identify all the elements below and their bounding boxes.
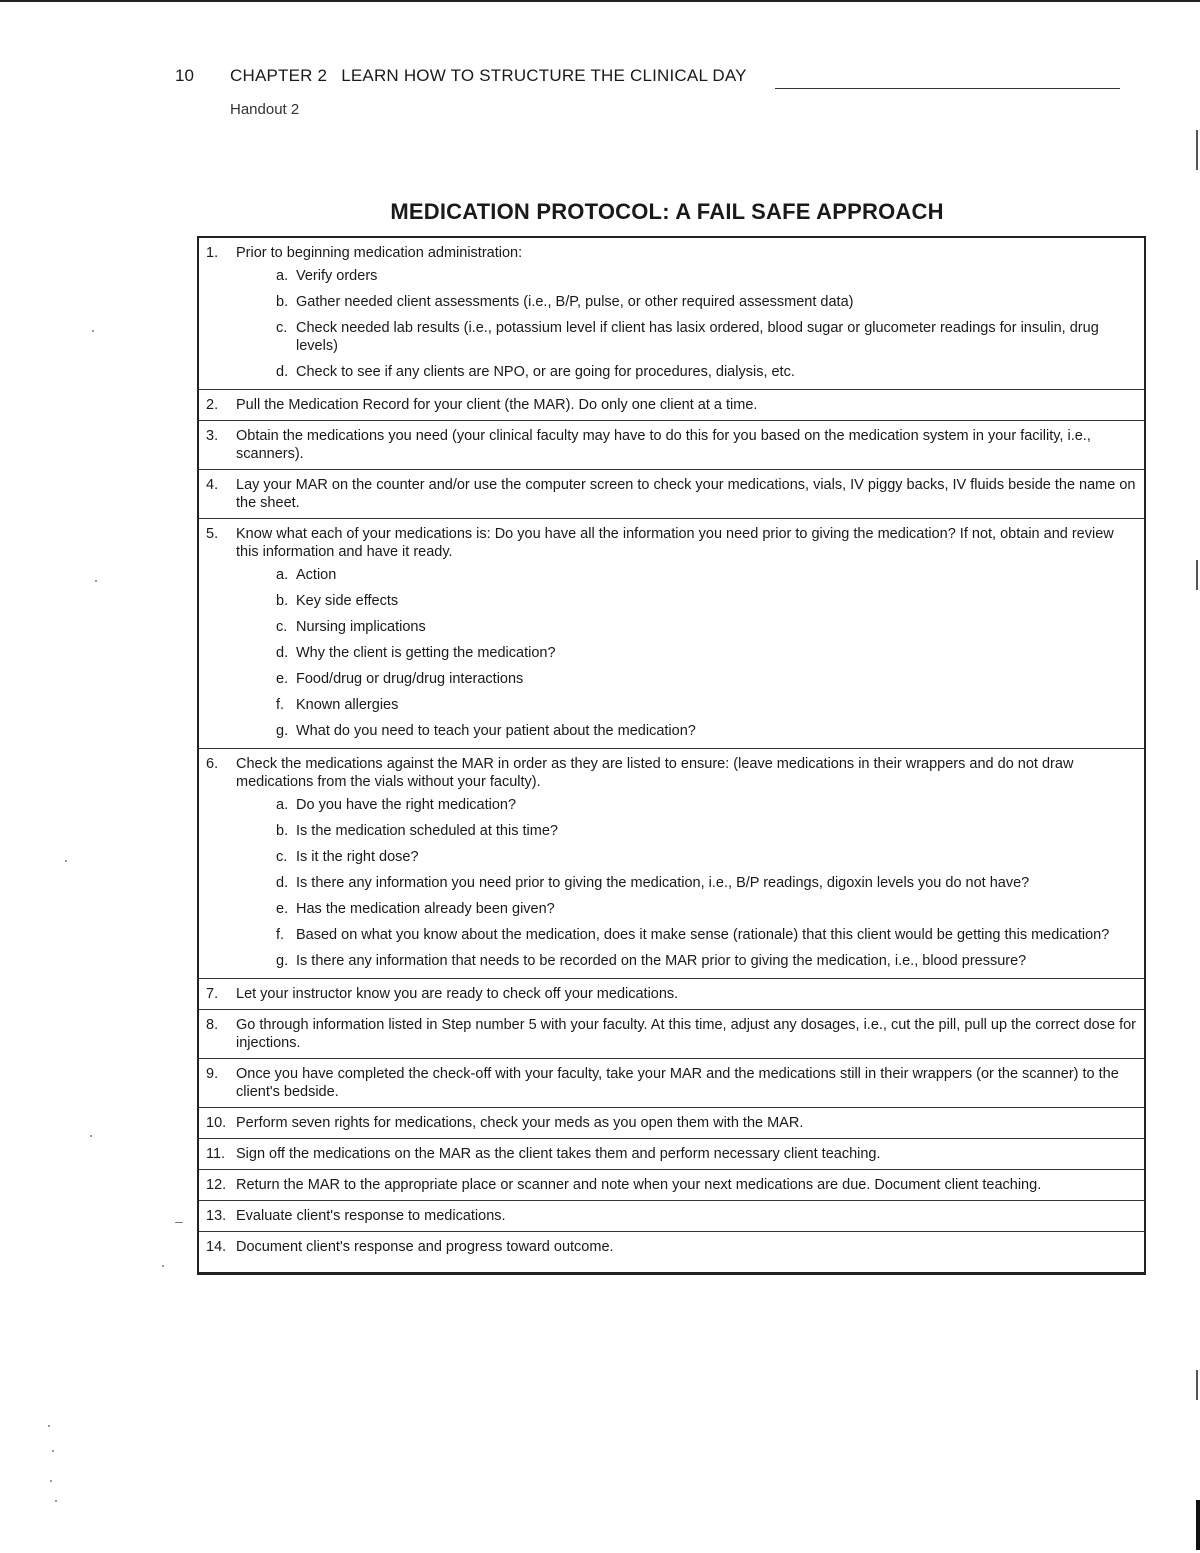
sub-item <box>276 822 1136 840</box>
protocol-table <box>197 236 1146 1275</box>
sub-item-text: Nursing implications <box>296 619 426 635</box>
step-number: 11. <box>206 1146 226 1162</box>
protocol-step <box>199 1059 1144 1108</box>
protocol-step <box>199 1010 1144 1059</box>
sub-item-text: Food/drug or drug/drug interactions <box>296 671 524 687</box>
step-text: Evaluate client's response to medications. <box>236 1208 506 1224</box>
step-number: 6. <box>206 756 219 772</box>
sub-item-letter: c. <box>276 619 288 635</box>
step-line <box>206 396 1136 414</box>
step-text: Let your instructor know you are ready to check off your medications. <box>236 986 679 1002</box>
sub-item-list <box>236 796 1136 970</box>
sub-item-text: What do you need to teach your patient about the medication? <box>296 723 696 739</box>
step-line <box>206 1114 1136 1132</box>
sub-item <box>276 848 1136 866</box>
sub-item <box>276 670 1136 688</box>
step-line <box>206 1065 1136 1101</box>
step-text: Obtain the medications you need (your clinical faculty may have to do this for you based on the medication system in your facility, i.e., scanners). <box>236 428 1091 462</box>
sub-item-letter: d. <box>276 645 289 661</box>
scan-speck <box>175 1222 183 1223</box>
step-text: Pull the Medication Record for your client (the MAR). Do only one client at a time. <box>236 397 758 413</box>
step-body <box>236 396 1136 414</box>
step-body <box>236 1065 1136 1101</box>
step-body <box>236 1207 1136 1225</box>
protocol-step <box>199 390 1144 421</box>
sub-item-letter: d. <box>276 875 289 891</box>
sub-item-text: Known allergies <box>296 697 399 713</box>
step-number: 10. <box>206 1115 227 1131</box>
sub-item <box>276 796 1136 814</box>
step-line <box>206 985 1136 1003</box>
sub-item-text: Is the medication scheduled at this time? <box>296 823 558 839</box>
sub-item-letter: a. <box>276 268 289 284</box>
sub-item-text: Has the medication already been given? <box>296 901 555 917</box>
step-number: 12. <box>206 1177 227 1193</box>
sub-item <box>276 900 1136 918</box>
step-number: 5. <box>206 526 219 542</box>
scan-speck <box>162 1265 164 1267</box>
step-number: 4. <box>206 477 219 493</box>
step-line <box>206 525 1136 742</box>
sub-item-text: Is there any information that needs to be recorded on the MAR prior to giving the medication, i.e., blood pressure? <box>296 953 1027 969</box>
protocol-step <box>199 421 1144 470</box>
step-text: Prior to beginning medication administration: <box>236 245 523 261</box>
sub-item-letter: b. <box>276 593 289 609</box>
sub-item-letter: f. <box>276 697 285 713</box>
sub-item <box>276 874 1136 892</box>
sub-item <box>276 267 1136 285</box>
protocol-step <box>199 1201 1144 1232</box>
sub-item-text: Is there any information you need prior to giving the medication, i.e., B/P readings, digoxin levels you do not have? <box>296 875 1030 891</box>
scan-speck <box>65 860 67 862</box>
sub-item-letter: g. <box>276 723 289 739</box>
scan-speck <box>50 1480 52 1482</box>
step-number: 9. <box>206 1066 219 1082</box>
sub-item-letter: b. <box>276 823 289 839</box>
protocol-step <box>199 1139 1144 1170</box>
step-body <box>236 427 1136 463</box>
step-number: 2. <box>206 397 219 413</box>
page-top-rule <box>0 0 1200 2</box>
sub-item-letter: b. <box>276 294 289 310</box>
sub-item <box>276 618 1136 636</box>
sub-item <box>276 952 1136 970</box>
step-body <box>236 244 1136 383</box>
scan-speck <box>52 1450 54 1452</box>
scan-speck <box>55 1500 57 1502</box>
sub-item-letter: d. <box>276 364 289 380</box>
sub-item <box>276 722 1136 740</box>
step-body <box>236 1114 1136 1132</box>
sub-item <box>276 363 1136 381</box>
scan-speck <box>48 1425 50 1427</box>
step-body <box>236 476 1136 512</box>
step-text: Check the medications against the MAR in order as they are listed to ensure: (leave medications in their wrappers and do not draw medications from the vials without your faculty). <box>236 756 1074 790</box>
sub-item-letter: f. <box>276 927 285 943</box>
step-line <box>206 1207 1136 1225</box>
step-number: 13. <box>206 1208 227 1224</box>
step-body <box>236 1238 1136 1256</box>
protocol-step <box>199 1108 1144 1139</box>
sub-item-letter: e. <box>276 671 289 687</box>
sub-item <box>276 319 1136 355</box>
step-text: Go through information listed in Step number 5 with your faculty. At this time, adjust any dosages, i.e., cut the pill, pull up the correct dose for injections. <box>236 1017 1137 1051</box>
protocol-step <box>199 1232 1144 1272</box>
step-body <box>236 1016 1136 1052</box>
step-body <box>236 755 1136 972</box>
chapter-heading <box>230 66 747 86</box>
sub-item <box>276 293 1136 311</box>
step-number: 8. <box>206 1017 219 1033</box>
sub-item-text: Based on what you know about the medication, does it make sense (rationale) that this client would be getting this medication? <box>296 927 1110 943</box>
scan-edge-mark <box>1196 130 1198 170</box>
step-line <box>206 1176 1136 1194</box>
chapter-label: CHAPTER 2 <box>230 66 328 85</box>
step-number: 3. <box>206 428 219 444</box>
scan-speck <box>95 580 97 582</box>
sub-item-text: Why the client is getting the medication? <box>296 645 556 661</box>
sub-item-text: Do you have the right medication? <box>296 797 517 813</box>
sub-item-letter: c. <box>276 849 288 865</box>
step-body <box>236 525 1136 742</box>
page-title: MEDICATION PROTOCOL: A FAIL SAFE APPROACH <box>390 199 944 224</box>
sub-item-list <box>236 566 1136 740</box>
step-text: Perform seven rights for medications, check your meds as you open them with the MAR. <box>236 1115 804 1131</box>
sub-item-text: Check needed lab results (i.e., potassium level if client has lasix ordered, blood sugar or glucometer readings for insulin, drug levels) <box>296 320 1099 354</box>
sub-item <box>276 566 1136 584</box>
sub-item-letter: g. <box>276 953 289 969</box>
protocol-step <box>199 470 1144 519</box>
header-rule <box>775 88 1120 89</box>
step-line <box>206 1145 1136 1163</box>
step-text: Lay your MAR on the counter and/or use the computer screen to check your medications, vials, IV piggy backs, IV fluids beside the name on the sheet. <box>236 477 1136 511</box>
step-text: Sign off the medications on the MAR as the client takes them and perform necessary client teaching. <box>236 1146 881 1162</box>
step-number: 1. <box>206 245 219 261</box>
sub-item-text: Gather needed client assessments (i.e., B/P, pulse, or other required assessment data) <box>296 294 854 310</box>
sub-item-text: Verify orders <box>296 268 378 284</box>
step-body <box>236 1176 1136 1194</box>
step-text: Once you have completed the check-off with your faculty, take your MAR and the medications still in their wrappers (or the scanner) to the client's bedside. <box>236 1066 1119 1100</box>
step-body <box>236 985 1136 1003</box>
sub-item-letter: e. <box>276 901 289 917</box>
step-line <box>206 1238 1136 1256</box>
chapter-title: LEARN HOW TO STRUCTURE THE CLINICAL DAY <box>341 66 747 85</box>
sub-item-list <box>236 267 1136 381</box>
sub-item <box>276 696 1136 714</box>
step-body <box>236 1145 1136 1163</box>
protocol-step <box>199 979 1144 1010</box>
step-number: 7. <box>206 986 219 1002</box>
scan-speck <box>90 1135 92 1137</box>
step-line <box>206 755 1136 972</box>
step-line <box>206 476 1136 512</box>
sub-item <box>276 644 1136 662</box>
step-number: 14. <box>206 1239 227 1255</box>
sub-item-text: Is it the right dose? <box>296 849 419 865</box>
page-number: 10 <box>175 66 194 85</box>
handout-label: Handout 2 <box>230 101 300 118</box>
step-text: Return the MAR to the appropriate place or scanner and note when your next medications are due. Document client teaching. <box>236 1177 1042 1193</box>
protocol-step <box>199 1170 1144 1201</box>
step-line <box>206 244 1136 383</box>
protocol-step <box>199 749 1144 979</box>
scan-edge-mark <box>1196 560 1198 590</box>
step-text: Know what each of your medications is: Do you have all the information you need prior to giving the medication? If not, obtain and review this information and have it ready. <box>236 526 1114 560</box>
sub-item-letter: a. <box>276 797 289 813</box>
sub-item-text: Key side effects <box>296 593 399 609</box>
protocol-step <box>199 238 1144 390</box>
sub-item <box>276 926 1136 944</box>
step-text: Document client's response and progress toward outcome. <box>236 1239 614 1255</box>
step-line <box>206 1016 1136 1052</box>
sub-item-text: Check to see if any clients are NPO, or are going for procedures, dialysis, etc. <box>296 364 795 380</box>
sub-item <box>276 592 1136 610</box>
scan-edge-mark <box>1196 1500 1200 1550</box>
protocol-step <box>199 519 1144 749</box>
step-line <box>206 427 1136 463</box>
sub-item-letter: a. <box>276 567 289 583</box>
sub-item-letter: c. <box>276 320 288 336</box>
sub-item-text: Action <box>296 567 337 583</box>
scan-edge-mark <box>1196 1370 1198 1400</box>
scan-speck <box>92 330 94 332</box>
